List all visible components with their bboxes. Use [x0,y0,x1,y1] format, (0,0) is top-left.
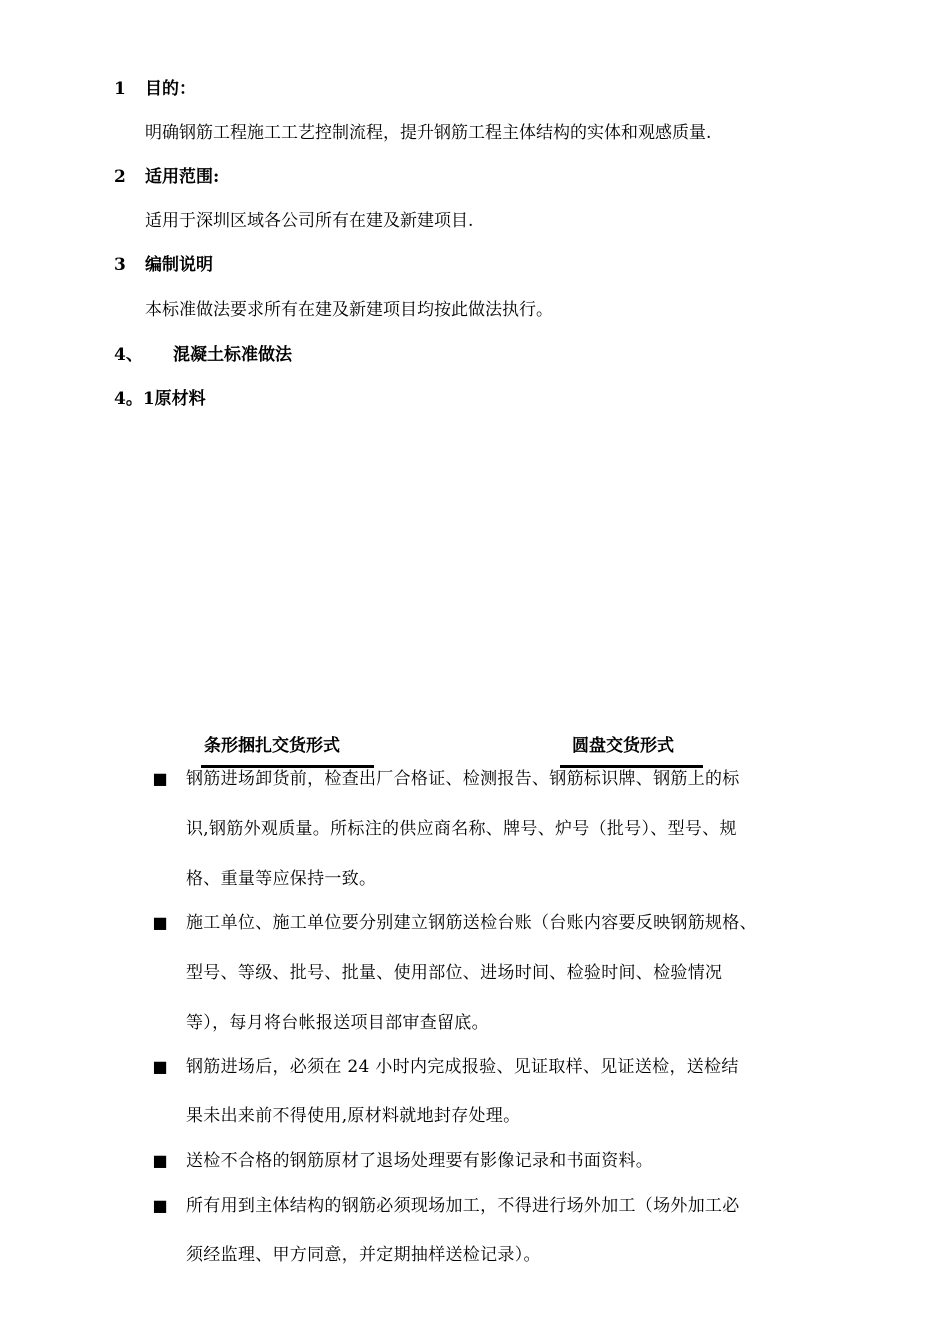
section-2-heading [114,165,219,189]
bullet-2-square-icon: ■ [152,913,168,932]
caption-right: 圆盘交货形式 [572,736,674,756]
bullet-3-square-icon: ■ [152,1057,168,1076]
section-3-number: 3 [114,255,126,275]
bullet-2-line-3: 等），每月将台帐报送项目部审查留底。 [186,1013,489,1033]
section-3-heading [114,253,213,277]
section-4-1-number: 4。1 [114,389,155,409]
bullet-1-square-icon: ■ [152,769,168,788]
section-4-1-title: 原材料 [154,389,206,409]
section-4-number: 4、 [114,345,143,365]
section-4-heading [114,343,292,367]
section-1-heading [114,77,196,101]
bullet-5-square-icon: ■ [152,1196,168,1215]
bullet-2-line-1: 施工单位、施工单位要分别建立钢筋送检台账（台账内容要反映钢筋规格、 [186,913,757,933]
section-2-number: 2 [114,167,126,187]
section-1-title: 目的： [145,79,196,99]
section-3-title: 编制说明 [145,255,213,275]
section-1-body: 明确钢筋工程施工工艺控制流程，提升钢筋工程主体结构的实体和观感质量. [145,123,712,143]
section-2-title: 适用范围: [145,167,220,187]
bullet-4-line-1: 送检不合格的钢筋原材了退场处理要有影像记录和书面资料。 [186,1151,654,1171]
section-1-number: 1 [114,79,126,99]
section-4-title: 混凝土标准做法 [173,345,292,365]
bullet-4-square-icon: ■ [152,1151,168,1170]
bullet-2-line-2: 型号、等级、批号、批量、使用部位、进场时间、检验时间、检验情况 [186,963,723,983]
bullet-1-line-2: 识,钢筋外观质量。所标注的供应商名称、牌号、炉号（批号）、型号、规 [186,819,737,839]
bullet-1-line-3: 格、重量等应保持一致。 [186,869,377,889]
caption-left: 条形捆扎交货形式 [204,736,340,756]
section-2-body: 适用于深圳区域各公司所有在建及新建项目. [145,211,474,231]
photo-area [150,420,830,730]
bullet-3-line-1: 钢筋进场后，必须在 24 小时内完成报验、见证取样、见证送检，送检结 [186,1057,739,1077]
section-3-body: 本标准做法要求所有在建及新建项目均按此做法执行。 [145,300,553,320]
bullet-5-line-1: 所有用到主体结构的钢筋必须现场加工，不得进行场外加工（场外加工必 [186,1196,740,1216]
bullet-5-line-2: 须经监理、甲方同意，并定期抽样送检记录）。 [186,1245,541,1265]
bullet-3-line-2: 果未出来前不得使用,原材料就地封存处理。 [186,1106,521,1126]
bullet-1-line-1: 钢筋进场卸货前，检查出厂合格证、检测报告、钢筋标识牌、钢筋上的标 [186,769,740,789]
section-4-1-heading [114,387,206,411]
